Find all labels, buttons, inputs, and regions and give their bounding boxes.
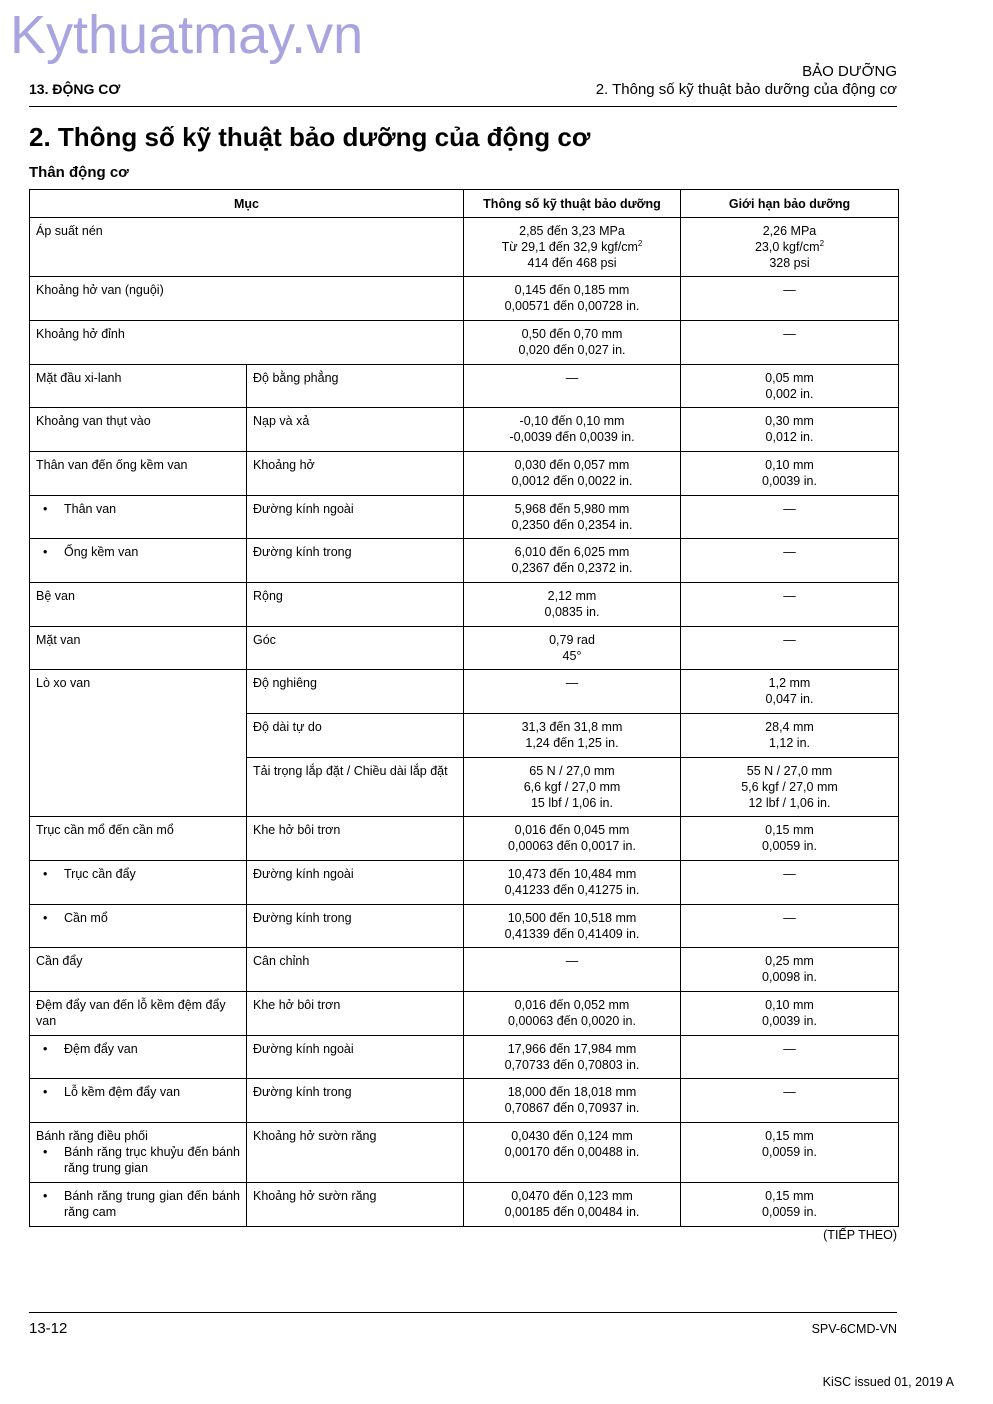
row-item-text: Cần mổ: [64, 911, 108, 925]
row-item-text: Bánh răng điều phối: [36, 1129, 148, 1143]
value-line: 0,70733 đến 0,70803 in.: [504, 1058, 640, 1072]
row-item: Lò xo van: [30, 670, 247, 817]
value-line: 2,12 mm: [547, 589, 597, 603]
value-line: 15 lbf / 1,06 in.: [530, 796, 613, 810]
table-row: [30, 1079, 899, 1123]
value-line: 0,0470 đến 0,123 mm: [511, 1189, 633, 1203]
value-line: 0,30 mm: [765, 414, 814, 428]
table-row: [30, 861, 899, 905]
row-spec: [464, 758, 681, 817]
table-row: [30, 817, 899, 861]
row-item: [30, 1123, 247, 1183]
table-row: [30, 452, 899, 496]
row-limit: [681, 1123, 899, 1183]
row-limit: —: [681, 905, 899, 948]
value-line: 17,966 đến 17,984 mm: [507, 1042, 637, 1056]
value-line: [687, 239, 892, 255]
value-text: 23,0 kgf/cm: [754, 240, 820, 254]
row-limit: [681, 758, 899, 817]
row-spec: [464, 452, 681, 496]
value-line: 1,2 mm: [768, 676, 811, 690]
row-subitem: Cân chỉnh: [247, 948, 464, 992]
row-spec: [464, 408, 681, 452]
value-line: 5,6 kgf / 27,0 mm: [741, 780, 838, 794]
row-spec: [464, 627, 681, 670]
value-line: 0,0098 in.: [762, 970, 817, 984]
col-header-item: Mục: [30, 190, 464, 218]
value-line: 0,00571 đến 0,00728 in.: [504, 299, 640, 313]
row-limit: —: [681, 627, 899, 670]
value-line: 0,012 in.: [765, 430, 814, 444]
row-item: [30, 1079, 247, 1123]
row-limit: —: [681, 583, 899, 627]
row-subitem: Đường kính trong: [247, 539, 464, 583]
table-row: [30, 408, 899, 452]
row-spec: [464, 496, 681, 539]
value-line: 0,50 đến 0,70 mm: [521, 327, 623, 341]
row-limit: [681, 408, 899, 452]
header-divider: [29, 106, 897, 107]
row-spec: [464, 714, 681, 758]
document-code: SPV-6CMD-VN: [811, 1322, 897, 1336]
value-line: 45°: [562, 649, 582, 663]
row-subitem: Đường kính ngoài: [247, 1036, 464, 1079]
value-line: 0,10 mm: [765, 998, 814, 1012]
row-subitem: Tải trọng lắp đặt / Chiều dài lắp đặt: [247, 758, 464, 817]
row-limit: [681, 218, 899, 277]
table-row: [30, 583, 899, 627]
value-line: 0,10 mm: [765, 458, 814, 472]
table-row: [30, 1183, 899, 1227]
table-row: [30, 496, 899, 539]
bullet-icon: •: [43, 911, 48, 925]
bullet-icon: •: [43, 502, 48, 516]
value-line: 0,41233 đến 0,41275 in.: [504, 883, 640, 897]
row-item: [30, 861, 247, 905]
row-spec: [464, 992, 681, 1036]
watermark-logo: Kythuatmay.vn: [10, 5, 364, 65]
table-row: [30, 948, 899, 992]
row-subitem: Khoảng hở sườn răng: [247, 1123, 464, 1183]
table-row: [30, 539, 899, 583]
row-item: Trục cần mổ đến cần mổ: [30, 817, 247, 861]
row-limit: —: [681, 861, 899, 905]
row-limit: [681, 1183, 899, 1227]
row-subitem: Độ bằng phẳng: [247, 365, 464, 408]
value-line: 0,016 đến 0,052 mm: [514, 998, 630, 1012]
value-line: 0,2350 đến 0,2354 in.: [511, 518, 633, 532]
row-limit: —: [681, 321, 899, 365]
row-spec: [464, 321, 681, 365]
value-line: -0,10 đến 0,10 mm: [519, 414, 625, 428]
row-spec: [464, 539, 681, 583]
value-line: 328 psi: [769, 256, 810, 270]
row-item: Khoảng hở đỉnh: [30, 321, 464, 365]
value-line: 0,020 đến 0,027 in.: [518, 343, 626, 357]
superscript: 2: [819, 238, 825, 248]
row-item-bullet-text: Bánh răng trục khuỷu đến bánh răng trung gian: [64, 1145, 240, 1175]
value-line: [470, 239, 674, 255]
row-spec: [464, 277, 681, 321]
value-line: 0,15 mm: [765, 1129, 814, 1143]
row-spec: [464, 905, 681, 948]
row-item: Khoảng hở van (nguội): [30, 277, 464, 321]
value-line: 0,00063 đến 0,0017 in.: [508, 839, 636, 853]
header-category: BẢO DƯỠNG: [802, 63, 897, 80]
table-header-row: [30, 190, 899, 218]
row-limit: —: [681, 539, 899, 583]
value-line: 0,00063 đến 0,0020 in.: [508, 1014, 636, 1028]
page-number: 13-12: [29, 1320, 68, 1337]
row-subitem: Khe hở bôi trơn: [247, 992, 464, 1036]
value-line: 12 lbf / 1,06 in.: [748, 796, 831, 810]
value-line: 0,0039 in.: [762, 474, 817, 488]
table-row: [30, 365, 899, 408]
row-item: [30, 1036, 247, 1079]
table-row: [30, 1123, 899, 1183]
row-limit: [681, 992, 899, 1036]
value-line: 1,12 in.: [768, 736, 810, 750]
row-subitem: Độ dài tự do: [247, 714, 464, 758]
header-section: 13. ĐỘNG CƠ: [29, 81, 121, 97]
bullet-icon: •: [43, 545, 48, 559]
row-item-text: Bánh răng trung gian đến bánh răng cam: [64, 1189, 240, 1219]
row-item: [30, 496, 247, 539]
issue-note: KiSC issued 01, 2019 A: [822, 1375, 954, 1389]
row-limit: —: [681, 1079, 899, 1123]
col-header-spec: Thông số kỹ thuật bảo dưỡng: [464, 190, 681, 218]
bullet-icon: •: [43, 1189, 48, 1203]
row-spec: [464, 1036, 681, 1079]
spec-table: [29, 189, 899, 1227]
row-subitem: Đường kính ngoài: [247, 496, 464, 539]
row-limit: [681, 714, 899, 758]
value-line: 6,010 đến 6,025 mm: [514, 545, 630, 559]
row-item: [30, 539, 247, 583]
row-spec: [464, 861, 681, 905]
table-row: [30, 218, 899, 277]
value-line: 6,6 kgf / 27,0 mm: [523, 780, 621, 794]
table-row: [30, 670, 899, 714]
value-line: 10,473 đến 10,484 mm: [507, 867, 637, 881]
row-subitem: Đường kính trong: [247, 1079, 464, 1123]
value-line: 0,79 rad: [549, 633, 595, 647]
value-line: 0,00185 đến 0,00484 in.: [504, 1205, 640, 1219]
value-line: 0,41339 đến 0,41409 in.: [504, 927, 640, 941]
value-line: 0,0835 in.: [544, 605, 600, 619]
value-line: 0,0012 đến 0,0022 in.: [511, 474, 633, 488]
table-row: [30, 277, 899, 321]
value-line: 10,500 đến 10,518 mm: [507, 911, 637, 925]
col-header-limit: Giới hạn bảo dưỡng: [681, 190, 899, 218]
row-subitem: Khoảng hở sườn răng: [247, 1183, 464, 1227]
continued-note: (TIẾP THEO): [823, 1228, 897, 1242]
row-spec: —: [464, 948, 681, 992]
value-line: 28,4 mm: [765, 720, 814, 734]
row-item: Đệm đẩy van đến lỗ kềm đệm đẩy van: [30, 992, 247, 1036]
value-line: 0,0039 in.: [762, 1014, 817, 1028]
value-line: 0,145 đến 0,185 mm: [514, 283, 630, 297]
row-item: Áp suất nén: [30, 218, 464, 277]
row-item: Mặt đầu xi-lanh: [30, 365, 247, 408]
value-line: 55 N / 27,0 mm: [746, 764, 833, 778]
row-item-text: Thân van: [64, 502, 117, 516]
row-spec: [464, 817, 681, 861]
value-line: 0,002 in.: [765, 387, 814, 401]
value-line: 0,0430 đến 0,124 mm: [511, 1129, 633, 1143]
row-item: Thân van đến ống kềm van: [30, 452, 247, 496]
value-line: 0,15 mm: [765, 823, 814, 837]
table-row: [30, 1036, 899, 1079]
value-line: 0,016 đến 0,045 mm: [514, 823, 630, 837]
table-row: [30, 905, 899, 948]
header-right: [596, 63, 897, 99]
value-line: 0,0059 in.: [762, 1145, 817, 1159]
row-limit: —: [681, 1036, 899, 1079]
table-row: [30, 321, 899, 365]
value-line: 0,047 in.: [765, 692, 814, 706]
value-text: Từ 29,1 đến 32,9 kgf/cm: [501, 240, 638, 254]
row-item-text: Ống kềm van: [64, 545, 139, 559]
bullet-icon: •: [43, 1145, 48, 1159]
value-line: 0,25 mm: [765, 954, 814, 968]
row-limit: [681, 817, 899, 861]
value-line: 2,26 MPa: [762, 224, 817, 238]
bullet-icon: •: [43, 1085, 48, 1099]
value-line: 0,05 mm: [765, 371, 814, 385]
row-subitem: Đường kính ngoài: [247, 861, 464, 905]
row-item-text: Trục cần đẩy: [64, 867, 136, 881]
row-spec: [464, 218, 681, 277]
row-item: Cần đẩy: [30, 948, 247, 992]
table-row: [30, 627, 899, 670]
value-line: -0,0039 đến 0,0039 in.: [509, 430, 635, 444]
row-subitem: Nạp và xả: [247, 408, 464, 452]
value-line: 0,2367 đến 0,2372 in.: [511, 561, 633, 575]
row-item: [30, 1183, 247, 1227]
row-spec: [464, 1079, 681, 1123]
value-line: 31,3 đến 31,8 mm: [521, 720, 623, 734]
value-line: 18,000 đến 18,018 mm: [507, 1085, 637, 1099]
row-subitem: Khe hở bôi trơn: [247, 817, 464, 861]
row-subitem: Đường kính trong: [247, 905, 464, 948]
row-item: Bệ van: [30, 583, 247, 627]
bullet-icon: •: [43, 1042, 48, 1056]
footer-divider: [29, 1312, 897, 1313]
value-line: 2,85 đến 3,23 MPa: [519, 224, 625, 238]
value-line: 1,24 đến 1,25 in.: [525, 736, 619, 750]
value-line: 0,0059 in.: [762, 1205, 817, 1219]
value-line: 0,70867 đến 0,70937 in.: [504, 1101, 640, 1115]
row-limit: —: [681, 496, 899, 539]
row-subitem: Khoảng hở: [247, 452, 464, 496]
row-item: [30, 905, 247, 948]
header-chapter: 2. Thông số kỹ thuật bảo dưỡng của động cơ: [595, 81, 897, 98]
value-line: 414 đến 468 psi: [527, 256, 617, 270]
value-line: 65 N / 27,0 mm: [529, 764, 615, 778]
section-subtitle: Thân động cơ: [29, 164, 129, 181]
value-line: 0,15 mm: [765, 1189, 814, 1203]
value-line: 0,030 đến 0,057 mm: [514, 458, 630, 472]
row-subitem: Góc: [247, 627, 464, 670]
row-limit: —: [681, 277, 899, 321]
row-item-text: Lỗ kềm đệm đẩy van: [64, 1085, 181, 1099]
row-spec: [464, 583, 681, 627]
value-line: 0,0059 in.: [762, 839, 817, 853]
row-limit: [681, 452, 899, 496]
superscript: 2: [637, 238, 643, 248]
row-item: Khoảng van thụt vào: [30, 408, 247, 452]
row-spec: —: [464, 670, 681, 714]
row-subitem: Độ nghiêng: [247, 670, 464, 714]
row-limit: [681, 365, 899, 408]
bullet-icon: •: [43, 867, 48, 881]
page-title: 2. Thông số kỹ thuật bảo dưỡng của động cơ: [29, 122, 591, 152]
row-spec: —: [464, 365, 681, 408]
value-line: 0,00170 đến 0,00488 in.: [504, 1145, 640, 1159]
row-subitem: Rộng: [247, 583, 464, 627]
row-limit: [681, 948, 899, 992]
row-item: Mặt van: [30, 627, 247, 670]
value-line: 5,968 đến 5,980 mm: [514, 502, 630, 516]
row-spec: [464, 1123, 681, 1183]
row-limit: [681, 670, 899, 714]
table-row: [30, 992, 899, 1036]
row-spec: [464, 1183, 681, 1227]
row-item-text: Đệm đẩy van: [64, 1042, 138, 1056]
